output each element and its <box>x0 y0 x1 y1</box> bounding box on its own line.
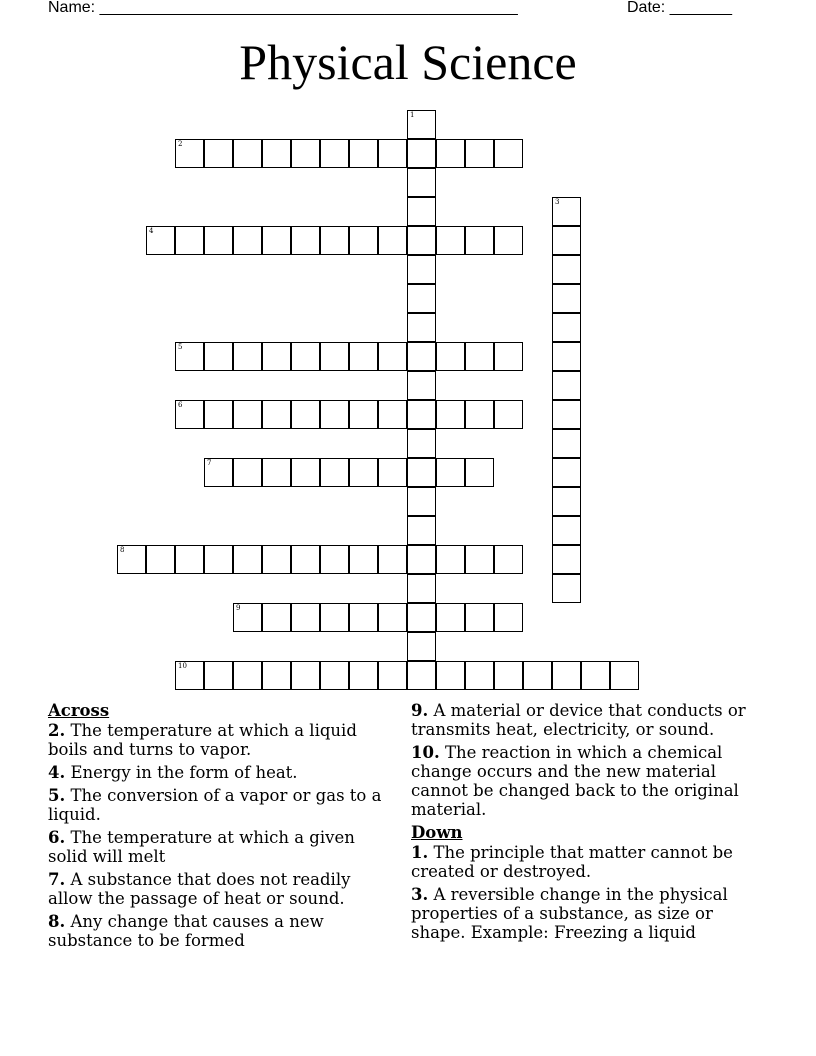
clue-text: The conversion of a vapor or gas to a liquid. <box>48 786 382 824</box>
grid-cell[interactable] <box>436 342 465 371</box>
grid-cell[interactable] <box>291 226 320 255</box>
cell-number: 5 <box>178 343 183 351</box>
grid-cell[interactable] <box>291 545 320 574</box>
clue-text: A material or device that conducts or transmits heat, electricity, or sound. <box>411 701 746 739</box>
grid-cell[interactable] <box>436 661 465 690</box>
grid-cell[interactable] <box>552 400 581 429</box>
grid-cell[interactable] <box>407 632 436 661</box>
grid-cell[interactable] <box>175 139 204 168</box>
grid-cell[interactable] <box>436 545 465 574</box>
grid-cell[interactable] <box>262 545 291 574</box>
grid-cell[interactable] <box>407 516 436 545</box>
clue-number: 6. <box>48 828 66 847</box>
grid-cell[interactable] <box>407 139 436 168</box>
clue-across-9 <box>411 701 771 739</box>
grid-cell[interactable] <box>291 458 320 487</box>
grid-cell[interactable] <box>494 400 523 429</box>
grid-cell[interactable] <box>552 429 581 458</box>
grid-cell[interactable] <box>349 226 378 255</box>
grid-cell[interactable] <box>320 545 349 574</box>
grid-cell[interactable] <box>204 139 233 168</box>
clue-text: A reversible change in the physical properties of a substance, as size or shape. Example: Freezing a liquid <box>411 885 728 942</box>
grid-cell[interactable] <box>349 342 378 371</box>
grid-cell[interactable] <box>233 603 262 632</box>
grid-cell[interactable] <box>552 197 581 226</box>
grid-cell[interactable] <box>465 226 494 255</box>
clue-across-2 <box>48 721 388 759</box>
cell-number: 3 <box>555 198 560 206</box>
grid-cell[interactable] <box>146 545 175 574</box>
clues-left-column <box>48 701 388 954</box>
grid-cell[interactable] <box>465 342 494 371</box>
grid-cell[interactable] <box>233 458 262 487</box>
name-field[interactable]: Name: _______________________________________________ <box>48 0 518 16</box>
grid-cell[interactable] <box>175 342 204 371</box>
grid-cell[interactable] <box>204 545 233 574</box>
grid-cell[interactable] <box>407 545 436 574</box>
grid-cell[interactable] <box>407 400 436 429</box>
grid-cell[interactable] <box>494 226 523 255</box>
grid-cell[interactable] <box>407 661 436 690</box>
cell-number: 1 <box>410 111 415 119</box>
clue-number: 10. <box>411 743 440 762</box>
grid-cell[interactable] <box>407 197 436 226</box>
grid-cell[interactable] <box>233 139 262 168</box>
grid-cell[interactable] <box>407 313 436 342</box>
down-heading: Down <box>411 823 463 842</box>
grid-cell[interactable] <box>117 545 146 574</box>
grid-cell[interactable] <box>146 226 175 255</box>
grid-cell[interactable] <box>552 313 581 342</box>
grid-cell[interactable] <box>175 400 204 429</box>
grid-cell[interactable] <box>436 458 465 487</box>
grid-cell[interactable] <box>436 400 465 429</box>
grid-cell[interactable] <box>465 139 494 168</box>
grid-cell[interactable] <box>320 226 349 255</box>
grid-cell[interactable] <box>494 139 523 168</box>
clue-number: 1. <box>411 843 429 862</box>
grid-cell[interactable] <box>204 661 233 690</box>
grid-cell[interactable] <box>465 458 494 487</box>
grid-cell[interactable] <box>552 255 581 284</box>
cell-number: 2 <box>178 140 183 148</box>
clue-text: The reaction in which a chemical change occurs and the new material cannot be changed back to the original material. <box>411 743 739 819</box>
grid-cell[interactable] <box>407 284 436 313</box>
grid-cell[interactable] <box>291 139 320 168</box>
clue-across-5 <box>48 786 388 824</box>
cell-number: 9 <box>236 604 241 612</box>
grid-cell[interactable] <box>436 226 465 255</box>
grid-cell[interactable] <box>175 661 204 690</box>
grid-cell[interactable] <box>175 226 204 255</box>
grid-cell[interactable] <box>378 400 407 429</box>
grid-cell[interactable] <box>552 458 581 487</box>
grid-cell[interactable] <box>349 400 378 429</box>
grid-cell[interactable] <box>523 661 552 690</box>
grid-cell[interactable] <box>349 139 378 168</box>
grid-cell[interactable] <box>465 400 494 429</box>
grid-cell[interactable] <box>233 661 262 690</box>
grid-cell[interactable] <box>262 139 291 168</box>
grid-cell[interactable] <box>407 487 436 516</box>
grid-cell[interactable] <box>349 661 378 690</box>
cell-number: 4 <box>149 227 154 235</box>
grid-cell[interactable] <box>233 545 262 574</box>
grid-cell[interactable] <box>407 371 436 400</box>
clue-number: 4. <box>48 763 66 782</box>
clue-text: The temperature at which a given solid will melt <box>48 828 355 866</box>
grid-cell[interactable] <box>552 574 581 603</box>
grid-cell[interactable] <box>407 255 436 284</box>
grid-cell[interactable] <box>552 545 581 574</box>
grid-cell[interactable] <box>291 342 320 371</box>
clue-down-3 <box>411 885 771 942</box>
grid-cell[interactable] <box>407 110 436 139</box>
clue-across-4 <box>48 763 388 782</box>
clue-number: 9. <box>411 701 429 720</box>
grid-cell[interactable] <box>320 661 349 690</box>
cell-number: 7 <box>207 459 212 467</box>
grid-cell[interactable] <box>320 603 349 632</box>
grid-cell[interactable] <box>291 400 320 429</box>
cell-number: 6 <box>178 401 183 409</box>
grid-cell[interactable] <box>349 545 378 574</box>
grid-cell[interactable] <box>407 168 436 197</box>
grid-cell[interactable] <box>465 545 494 574</box>
grid-cell[interactable] <box>552 342 581 371</box>
grid-cell[interactable] <box>407 603 436 632</box>
grid-cell[interactable] <box>494 342 523 371</box>
clue-number: 5. <box>48 786 66 805</box>
grid-cell[interactable] <box>407 458 436 487</box>
grid-cell[interactable] <box>320 400 349 429</box>
clue-down-1 <box>411 843 771 881</box>
grid-cell[interactable] <box>465 603 494 632</box>
clue-across-8 <box>48 912 388 950</box>
grid-cell[interactable] <box>436 139 465 168</box>
grid-cell[interactable] <box>204 458 233 487</box>
grid-cell[interactable] <box>494 661 523 690</box>
grid-cell[interactable] <box>262 400 291 429</box>
page-title: Physical Science <box>239 34 577 90</box>
grid-cell[interactable] <box>291 661 320 690</box>
grid-cell[interactable] <box>349 603 378 632</box>
grid-cell[interactable] <box>610 661 639 690</box>
grid-cell[interactable] <box>407 429 436 458</box>
grid-cell[interactable] <box>262 458 291 487</box>
clue-text: Energy in the form of heat. <box>65 763 298 782</box>
grid-cell[interactable] <box>233 342 262 371</box>
grid-cell[interactable] <box>204 400 233 429</box>
grid-cell[interactable] <box>378 139 407 168</box>
clue-number: 3. <box>411 885 429 904</box>
cell-number: 10 <box>178 662 187 670</box>
grid-cell[interactable] <box>233 226 262 255</box>
grid-cell[interactable] <box>233 400 262 429</box>
grid-cell[interactable] <box>204 226 233 255</box>
grid-cell[interactable] <box>320 139 349 168</box>
grid-cell[interactable] <box>581 661 610 690</box>
clues-right-column <box>411 701 771 946</box>
grid-cell[interactable] <box>407 342 436 371</box>
clue-text: The principle that matter cannot be created or destroyed. <box>411 843 733 881</box>
grid-cell[interactable] <box>378 545 407 574</box>
grid-cell[interactable] <box>494 603 523 632</box>
cell-number: 8 <box>120 546 125 554</box>
grid-cell[interactable] <box>378 342 407 371</box>
grid-cell[interactable] <box>291 603 320 632</box>
grid-cell[interactable] <box>552 516 581 545</box>
clue-number: 8. <box>48 912 66 931</box>
clue-across-6 <box>48 828 388 866</box>
grid-cell[interactable] <box>378 603 407 632</box>
grid-cell[interactable] <box>349 458 378 487</box>
grid-cell[interactable] <box>262 342 291 371</box>
clue-text: Any change that causes a new substance to be formed <box>48 912 324 950</box>
grid-cell[interactable] <box>320 342 349 371</box>
clue-number: 7. <box>48 870 66 889</box>
clue-across-7 <box>48 870 388 908</box>
grid-cell[interactable] <box>175 545 204 574</box>
grid-cell[interactable] <box>204 342 233 371</box>
clue-text: A substance that does not readily allow the passage of heat or sound. <box>48 870 351 908</box>
grid-cell[interactable] <box>262 603 291 632</box>
grid-cell[interactable] <box>436 603 465 632</box>
grid-cell[interactable] <box>552 226 581 255</box>
across-heading: Across <box>48 701 110 720</box>
clue-number: 2. <box>48 721 66 740</box>
grid-cell[interactable] <box>378 226 407 255</box>
clue-across-10 <box>411 743 771 819</box>
grid-cell[interactable] <box>378 661 407 690</box>
grid-cell[interactable] <box>552 284 581 313</box>
grid-cell[interactable] <box>262 661 291 690</box>
date-field[interactable]: Date: _______ <box>627 0 732 16</box>
grid-cell[interactable] <box>552 487 581 516</box>
grid-cell[interactable] <box>320 458 349 487</box>
grid-cell[interactable] <box>407 574 436 603</box>
grid-cell[interactable] <box>262 226 291 255</box>
grid-cell[interactable] <box>407 226 436 255</box>
grid-cell[interactable] <box>494 545 523 574</box>
grid-cell[interactable] <box>552 661 581 690</box>
clue-text: The temperature at which a liquid boils and turns to vapor. <box>48 721 357 759</box>
grid-cell[interactable] <box>465 661 494 690</box>
grid-cell[interactable] <box>378 458 407 487</box>
grid-cell[interactable] <box>552 371 581 400</box>
